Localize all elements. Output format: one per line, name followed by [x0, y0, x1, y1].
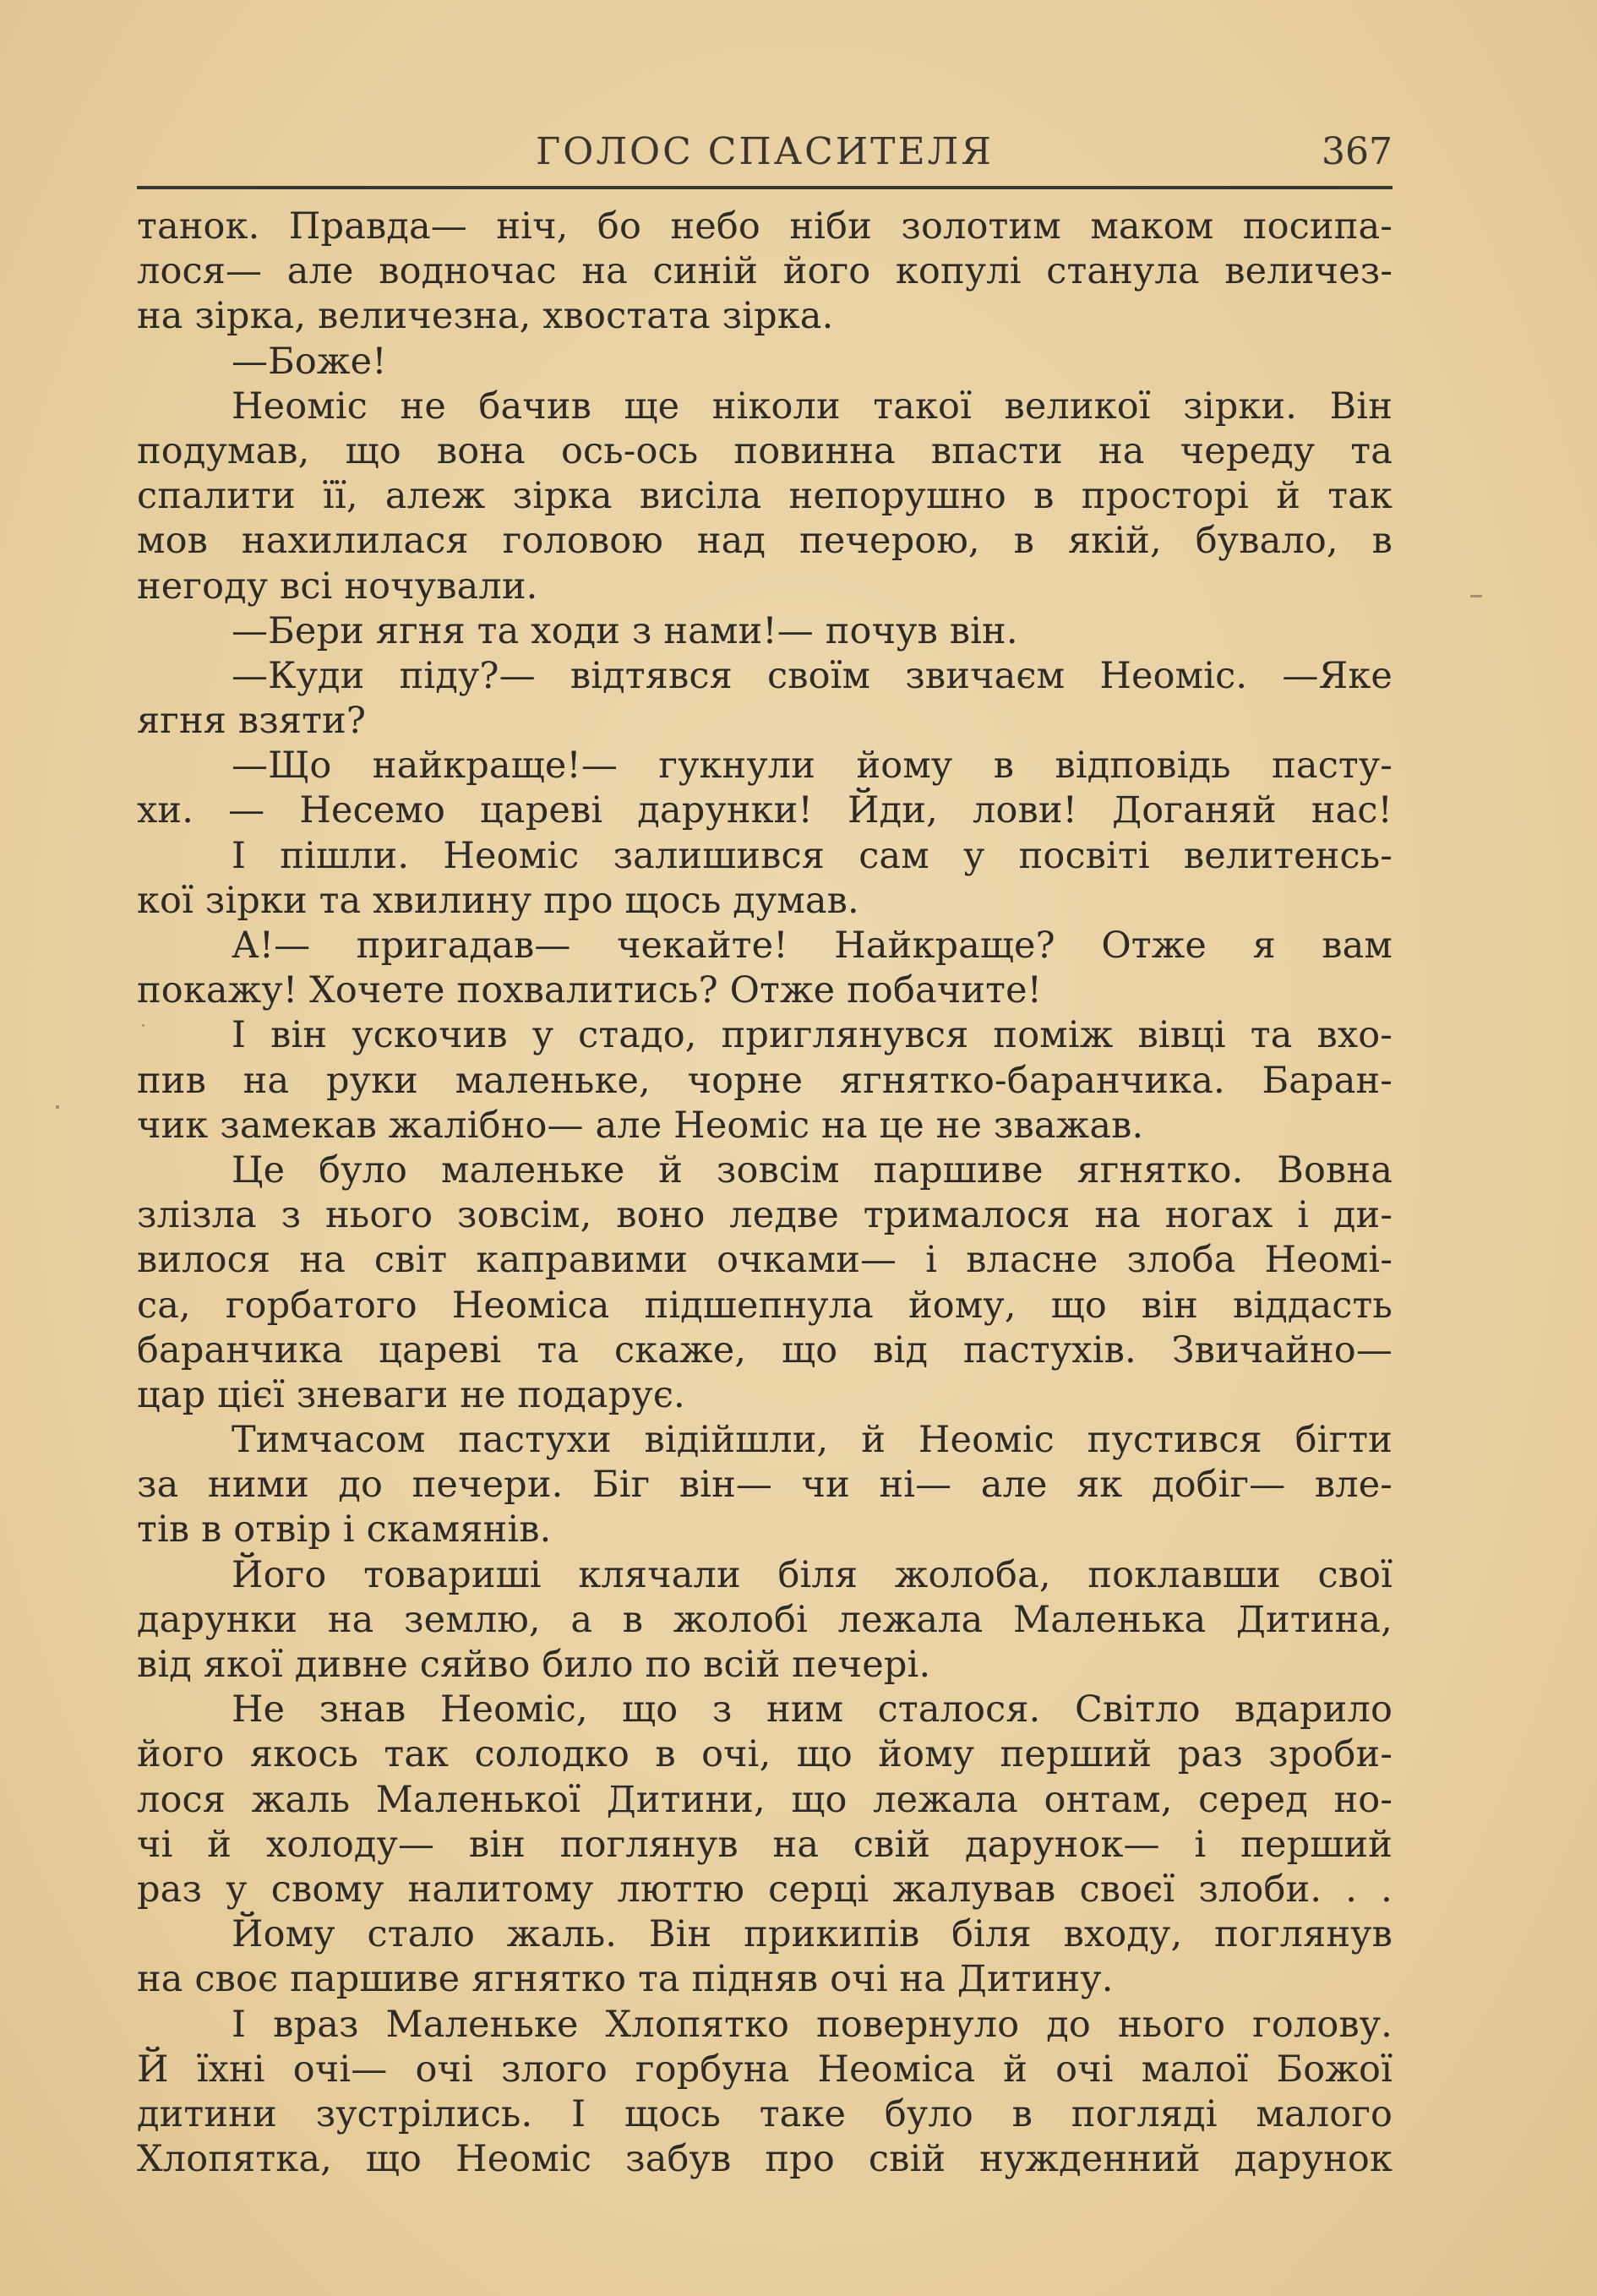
text-line: —Куди піду?— відтявся своїм звичаєм Неоміс. —Яке	[232, 654, 1393, 697]
paper-speck	[142, 1024, 144, 1027]
text-line: подумав, що вона ось-ось повинна впасти на череду та	[137, 429, 1393, 472]
text-line: вилося на світ каправими очками— і власне злоба Неомі-	[137, 1239, 1393, 1282]
text-line: Неоміс не бачив ще ніколи такої великої зірки. Він	[232, 384, 1393, 428]
text-line: пив на руки маленьке, чорне ягнятко-баранчика. Баран-	[137, 1059, 1393, 1102]
text-line: хи. — Несемо цареві дарунки! Йди, лови! Доганяй нас!	[137, 789, 1393, 832]
text-line: Йому стало жаль. Він прикипів біля входу, поглянув	[232, 1913, 1393, 1956]
text-line: лося— але водночас на синій його копулі станула величез-	[137, 250, 1393, 293]
text-line: танок. Правда— ніч, бо небо ніби золотим маком посипа-	[137, 205, 1393, 248]
text-line: Не знав Неоміс, що з ним сталося. Світло вдарило	[232, 1688, 1393, 1732]
text-line: дитини зустрілись. І щось таке було в погляді малого	[137, 2092, 1393, 2135]
text-line: лося жаль Маленької Дитини, що лежала онтам, серед но-	[137, 1778, 1393, 1821]
paper-speck	[56, 1105, 59, 1109]
text-line: Його товариші клячали біля жолоба, поклавши свої	[232, 1553, 1393, 1596]
text-line: Хлопятка, що Неоміс забув про свій нужденний дарунок	[137, 2138, 1393, 2181]
text-line: чик замекав жалібно— але Неоміс на це не зважав.	[137, 1104, 1144, 1147]
text-line: І він ускочив у стадо, приглянувся поміж вівці та вхо-	[232, 1014, 1393, 1057]
running-header	[137, 127, 1393, 186]
text-line: Й їхні очі— очі злого горбуна Неоміса й очі малої Божої	[137, 2048, 1393, 2091]
text-line: кої зірки та хвилину про щось думав.	[137, 879, 859, 922]
page-number: 367	[1322, 130, 1393, 173]
text-line: раз у свому налитому люттю серці жалував своєї злоби. . .	[137, 1868, 1393, 1911]
text-line: на своє паршиве ягнятко та підняв очі на Дитину.	[137, 1958, 1114, 2001]
text-line: ягня взяти?	[137, 700, 367, 743]
text-line: А!— пригадав— чекайте! Найкраще? Отже я вам	[232, 924, 1393, 967]
text-line: І пішли. Неоміс залишився сам у посвіті велитенсь-	[232, 834, 1393, 877]
body-text	[137, 205, 1393, 2182]
text-line: дарунки на землю, а в жолобі лежала Маленька Дитина,	[137, 1598, 1393, 1641]
text-line: Це було маленьке й зовсім паршиве ягнятко. Вовна	[232, 1148, 1393, 1192]
text-line: від якої дивне сяйво било по всій печері.	[137, 1644, 931, 1686]
header-rule	[137, 186, 1393, 189]
text-line: на зірка, величезна, хвостата зірка.	[137, 295, 834, 338]
text-line: —Що найкраще!— гукнули йому в відповідь пасту-	[232, 744, 1393, 788]
text-line: покажу! Хочете похвалитись? Отже побачите!	[137, 969, 1043, 1012]
text-line: негоду всі ночували.	[137, 564, 538, 608]
paper-speck	[1470, 595, 1482, 597]
book-page	[137, 127, 1393, 2182]
text-line: чі й холоду— він поглянув на свій дарунок— і перший	[137, 1823, 1393, 1866]
text-line: злізла з нього зовсім, воно ледве трималося на ногах і ди-	[137, 1194, 1393, 1237]
text-line: спалити її, алеж зірка висіла непорушно в просторі й так	[137, 475, 1393, 518]
text-line: са, горбатого Неоміса підшепнула йому, що він віддасть	[137, 1284, 1393, 1327]
text-line: І враз Маленьке Хлопятко повернуло до нього голову.	[232, 2003, 1393, 2046]
text-line: його якось так солодко в очі, що йому перший раз зроби-	[137, 1733, 1393, 1776]
text-line: Тимчасом пастухи відійшли, й Неоміс пустився бігти	[232, 1419, 1393, 1462]
text-line: баранчика цареві та скаже, що від пастухів. Звичайно—	[137, 1328, 1393, 1372]
text-line: —Бери ягня та ходи з нами!— почув він.	[232, 609, 1018, 652]
text-line: мов нахилилася головою над печерою, в якій, бувало, в	[137, 520, 1393, 563]
text-line: за ними до печери. Біг він— чи ні— але як добіг— вле-	[137, 1464, 1393, 1507]
text-line: цар цієї зневаги не подарує.	[137, 1373, 685, 1416]
text-line: —Боже!	[232, 340, 387, 383]
text-line: тів в отвір і скамянів.	[137, 1508, 552, 1552]
running-title: ГОЛОС СПАСИТЕЛЯ	[536, 130, 994, 173]
